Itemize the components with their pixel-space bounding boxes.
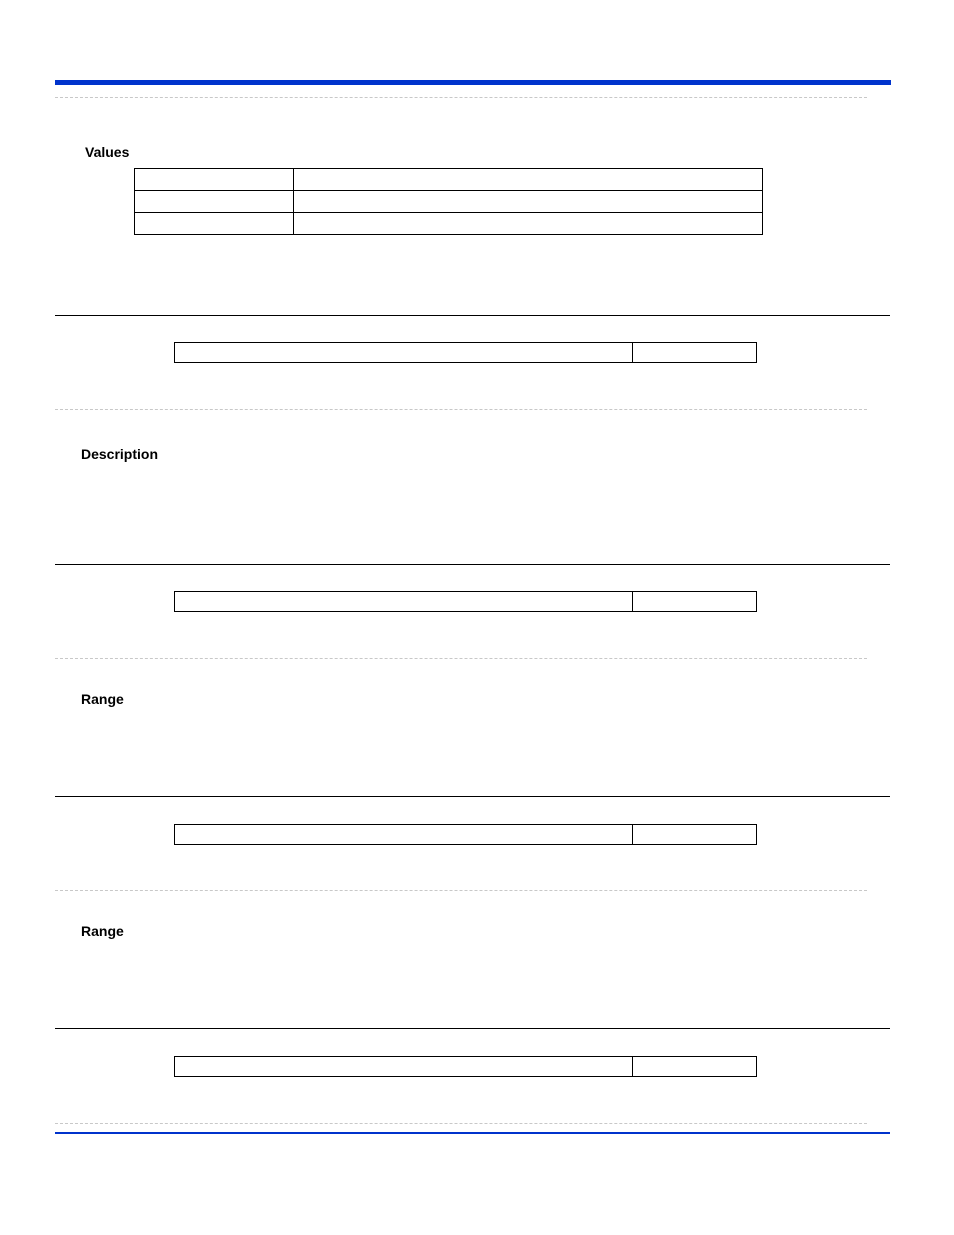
table-row [135,213,763,235]
table-row [135,169,763,191]
table-cell [135,213,294,235]
range-heading: Range [81,691,124,707]
section-rule [55,796,890,797]
section-rule [55,315,890,316]
syntax-box [174,1056,757,1077]
table-cell [294,169,763,191]
values-heading: Values [85,144,130,160]
syntax-command [175,343,633,362]
values-table [134,168,763,235]
syntax-value [633,1057,756,1076]
divider [55,658,867,659]
table-cell [135,191,294,213]
syntax-box [174,342,757,363]
syntax-box [174,824,757,845]
section-rule [55,564,890,565]
syntax-command [175,825,633,844]
syntax-box [174,591,757,612]
syntax-value [633,343,756,362]
description-heading: Description [81,446,159,462]
header-rule [55,80,891,85]
divider [55,890,867,891]
table-row [135,191,763,213]
section-rule [55,1028,890,1029]
divider [55,1123,867,1124]
table-cell [135,169,294,191]
divider [55,97,867,98]
table-cell [294,191,763,213]
range-heading: Range [81,923,124,939]
syntax-command [175,1057,633,1076]
syntax-command [175,592,633,611]
syntax-value [633,592,756,611]
table-cell [294,213,763,235]
footer-rule [55,1132,890,1134]
divider [55,409,867,410]
syntax-value [633,825,756,844]
